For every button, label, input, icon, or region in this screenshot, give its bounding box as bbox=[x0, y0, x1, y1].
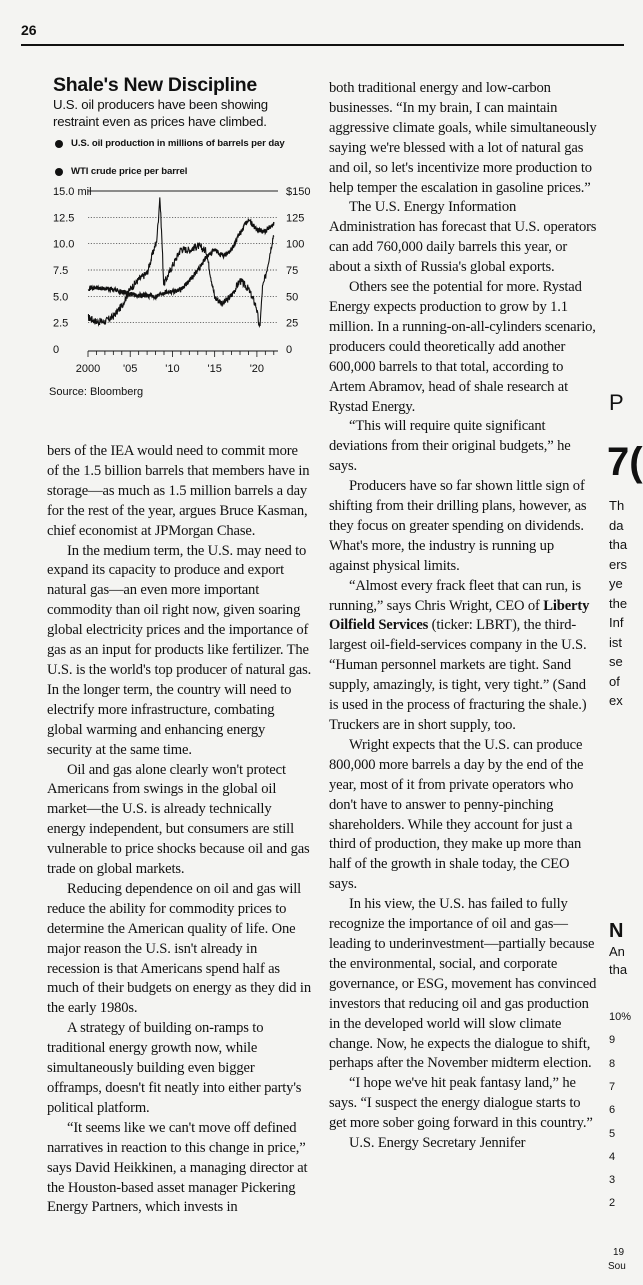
edge-tick-label: 6 bbox=[609, 1104, 616, 1117]
col2-paragraph-5: Producers have so far shown little sign of shifting from their drilling plans, however, as they focus on greater spending on dividends. What's more, the industry is running up against physical limits. bbox=[329, 478, 587, 574]
right-axis-ticks bbox=[286, 186, 310, 356]
col1-paragraph-1: bers of the IEA would need to commit more of the 1.5 billion barrels that members have in storage—as much as 1.5 million barrels a day for the rest of the year, argues Bruce Kasman, chief economist at JPMorgan Chase. bbox=[47, 443, 310, 539]
edge-text-fragment: ist bbox=[609, 634, 622, 650]
edge-text-fragment: se bbox=[609, 654, 623, 669]
col2-paragraph-4: “This will require quite significant deviations from their original budgets,” he says. bbox=[329, 418, 571, 475]
edge-text-fragment: Inf bbox=[609, 615, 624, 630]
edge-year-stub: 19 bbox=[613, 1247, 625, 1258]
edge-text-fragment: ex bbox=[609, 693, 623, 708]
wti-price-line bbox=[88, 197, 274, 326]
legend-price-label: WTI crude price per barrel bbox=[71, 166, 188, 177]
edge-tick-label: 7 bbox=[609, 1080, 616, 1093]
article-column-1 bbox=[47, 442, 312, 1218]
col2-paragraph-6-before: “Almost every frack fleet that can run, is running,” says Chris Wright, CEO of bbox=[329, 577, 581, 614]
legend-production bbox=[71, 138, 301, 149]
production-price-chart bbox=[40, 180, 325, 385]
company-name: Liberty Oilfield Services bbox=[329, 597, 590, 634]
col2-paragraph-6-after: (ticker: LBRT), the third-largest oil-field-services company in the U.S. “Human personnel markets are tight. Sand supply, amazingly, is tight, very tight.” (Sand is used in the process of fracturing the shale.) Truckers are in short supply, too. bbox=[329, 617, 587, 733]
edge-tick-label: 8 bbox=[609, 1057, 616, 1070]
left-tick-label: 0 bbox=[53, 344, 60, 356]
chart-source: Source: Bloomberg bbox=[49, 386, 144, 398]
legend-production-dot bbox=[55, 140, 63, 148]
col1-paragraph-2: In the medium term, the U.S. may need to expand its capacity to produce and export natural gas—an even more important commodity than oil right now, given soaring global electricity prices and the importance of gas as an input for products like fertilizer. The U.S. is the world's top producer of natural gas. In the longer term, the country will need to electrify more infrastructure, combating global warming and enhancing energy security at the same time. bbox=[47, 542, 312, 758]
col2-paragraph-8: In his view, the U.S. has failed to fully recognize the importance of oil and gas—leading to underinvestment—partially because the environmental, social, and corporate governance, or ESG, movement has convinced investors that reducing oil and gas production in the developed world will slow climate change. Now, he expects the dialogue to shift, perhaps after the November midterm election. bbox=[329, 896, 597, 1072]
right-tick-label: 25 bbox=[286, 317, 299, 330]
left-tick-label: 2.5 bbox=[53, 317, 69, 330]
col1-paragraph-6: “It seems like we can't move off defined narratives in reaction to this change in price,” says David Heikkinen, a managing director at the Houston-based asset manager Pickering Energy Partners, which invests in bbox=[47, 1119, 308, 1216]
edge-tick-label: 3 bbox=[609, 1174, 616, 1187]
edge-text-fragment: tha bbox=[609, 962, 628, 977]
edge-source-stub: Sou bbox=[608, 1261, 626, 1272]
col2-paragraph-2: The U.S. Energy Information Administration has forecast that U.S. operators can add 760,000 daily barrels this year, or about a sixth of Russia's global exports. bbox=[329, 199, 597, 276]
chart-title: Shale's New Discipline bbox=[53, 74, 257, 96]
edge-tick-label: 4 bbox=[609, 1150, 616, 1163]
left-tick-label: 7.5 bbox=[53, 265, 69, 277]
col2-paragraph-10: U.S. Energy Secretary Jennifer bbox=[349, 1135, 526, 1152]
left-tick-label: 5.0 bbox=[53, 291, 69, 304]
x-axis bbox=[76, 351, 278, 375]
chart-series bbox=[88, 197, 274, 326]
right-tick-label: 75 bbox=[286, 265, 299, 277]
right-tick-label: 50 bbox=[286, 291, 299, 304]
top-rule bbox=[21, 44, 624, 46]
right-tick-label: 0 bbox=[286, 344, 293, 356]
edge-text-fragment: of bbox=[609, 673, 620, 689]
edge-text-fragment: tha bbox=[609, 537, 628, 552]
edge-letter-n: N bbox=[609, 920, 624, 942]
edge-tick-label: 2 bbox=[609, 1197, 616, 1210]
left-axis-ticks bbox=[53, 186, 92, 356]
col2-paragraph-1: both traditional energy and low-carbon businesses. “In my brain, I can maintain aggressive climate goals, while simultaneously saying we're blessed with a lot of natural gas and oil, so let's incentivize more production to help temper the escalation in gasoline prices.” bbox=[329, 80, 597, 196]
x-tick-label: '05 bbox=[123, 363, 138, 375]
legend-production-label: U.S. oil production in millions of barrels per day bbox=[71, 138, 285, 149]
edge-text-fragment: the bbox=[609, 595, 628, 611]
x-tick-label: '20 bbox=[249, 363, 265, 375]
edge-text-fragment: ers bbox=[609, 556, 628, 572]
x-tick-label: 2000 bbox=[75, 363, 101, 375]
col2-paragraph-6 bbox=[329, 577, 597, 736]
edge-big-number: 7( bbox=[607, 440, 643, 484]
left-tick-label: 15.0 mil bbox=[53, 186, 92, 198]
edge-tick-label: 9 bbox=[609, 1034, 616, 1047]
col2-paragraph-3: Others see the potential for more. Rystad Energy expects production to grow by 1.1 million. In a running-on-all-cylinders scenario, producers could theoretically add another 600,000 barrels to that total, according to Artem Abramov, head of shale research at Rystad Energy. bbox=[329, 279, 596, 415]
right-tick-label: $150 bbox=[286, 186, 311, 198]
edge-tick-label: 10% bbox=[609, 1011, 632, 1023]
right-tick-label: 125 bbox=[286, 212, 305, 225]
article-column-2 bbox=[329, 79, 597, 1154]
right-tick-label: 100 bbox=[286, 238, 305, 251]
page-number: 26 bbox=[21, 22, 37, 38]
col2-paragraph-7: Wright expects that the U.S. can produce 800,000 more barrels a day by the end of the year, most of it from private operators who don't have to answer to penny-pinching shareholders. While they account for just a third of production, they make up more than half of the growth in shale today, the CEO says. bbox=[329, 736, 584, 893]
edge-text-fragment: An bbox=[609, 944, 625, 959]
legend-price-dot bbox=[55, 168, 63, 176]
col2-paragraph-9: “I hope we've hit peak fantasy land,” he says. “I suspect the energy dialogue starts to get more sober going forward in this country.” bbox=[329, 1075, 593, 1132]
chart-gridlines bbox=[88, 191, 278, 323]
left-tick-label: 12.5 bbox=[53, 212, 75, 225]
x-tick-label: '15 bbox=[207, 363, 222, 375]
edge-text-fragment: da bbox=[609, 517, 624, 533]
edge-letter-p: P bbox=[609, 390, 624, 415]
edge-text-fragment: Th bbox=[609, 498, 625, 513]
legend-price bbox=[71, 166, 301, 177]
col1-paragraph-4: Reducing dependence on oil and gas will reduce the ability for commodity prices to determine the American quality of life. One major reason the U.S. isn't already in recession is that Americans spend half as much of their budgets on energy as they did in the early 1980s. bbox=[47, 880, 311, 1017]
left-tick-label: 10.0 bbox=[53, 238, 75, 251]
edge-tick-label: 5 bbox=[609, 1127, 616, 1140]
edge-text-fragment: ye bbox=[609, 576, 623, 591]
chart-subtitle: U.S. oil producers have been showing restraint even as prices have climbed. bbox=[53, 97, 268, 129]
col1-paragraph-5: A strategy of building on-ramps to traditional energy growth now, while simultaneously building even bigger offramps, doesn't fit neatly into either party's political platform. bbox=[47, 1020, 302, 1116]
col1-paragraph-3: Oil and gas alone clearly won't protect Americans from swings in the global oil market—the U.S. is already technically energy independent, but consumers are still vulnerable to price shocks because oil and gas trade on global markets. bbox=[47, 761, 310, 878]
x-tick-label: '10 bbox=[165, 363, 180, 375]
